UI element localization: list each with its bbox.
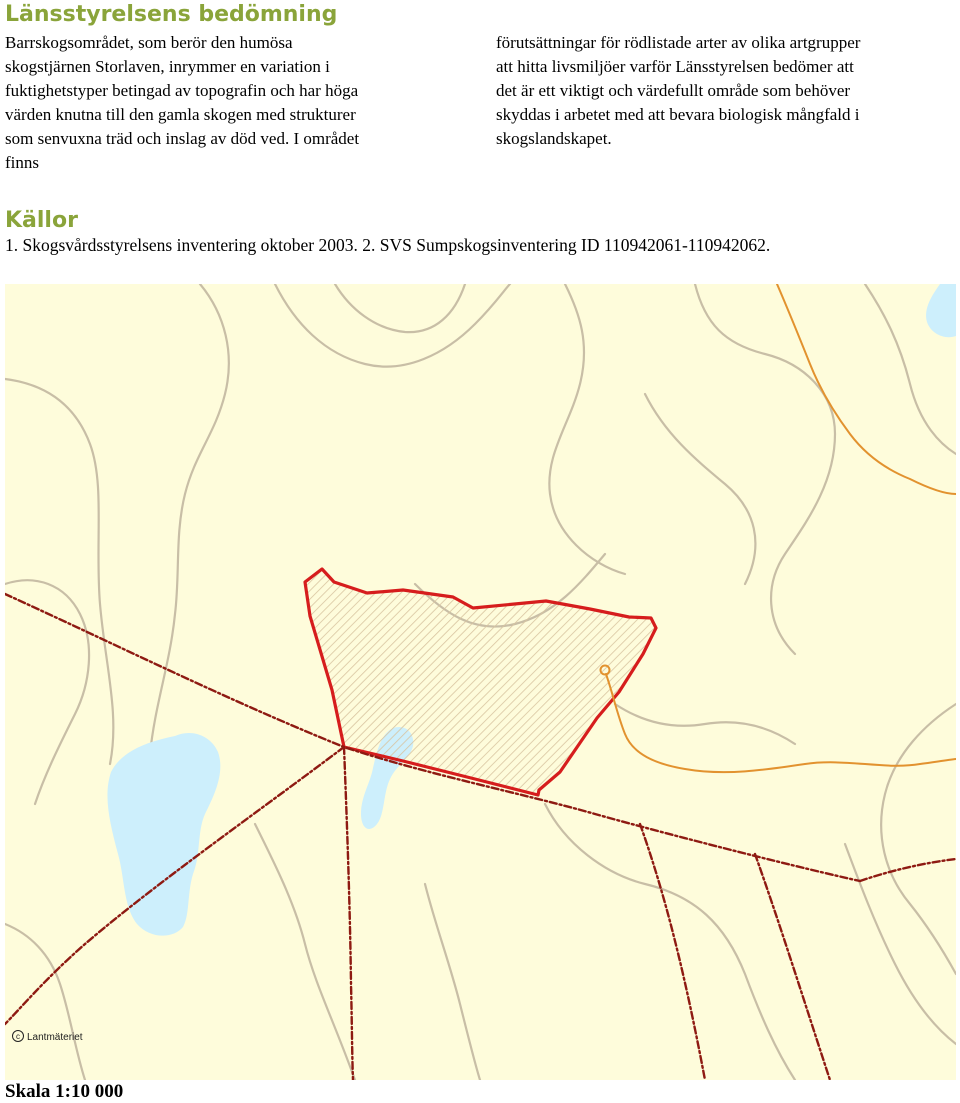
text-line: skyddas i arbetet med att bevara biologisk mångfald i (496, 105, 860, 124)
scale-label: Skala 1:10 000 (5, 1081, 124, 1102)
text-line: skogslandskapet. (496, 129, 612, 148)
sources-heading: Källor (5, 208, 78, 233)
sources-text: 1. Skogsvårdsstyrelsens inventering oktober 2003. 2. SVS Sumpskogsinventering ID 110942061-110942062. (5, 235, 771, 255)
text-line: att hitta livsmiljöer varför Länsstyrelsen bedömer att (496, 57, 854, 76)
text-line: förutsättningar för rödlistade arter av olika artgrupper (496, 33, 861, 52)
text-line: Barrskogsområdet, som berör den humösa (5, 33, 293, 52)
text-line: finns (5, 153, 39, 172)
text-line: det är ett viktigt och värdefullt område som behöver (496, 81, 851, 100)
text-line: värden knutna till den gamla skogen med strukturer (5, 105, 356, 124)
assessment-text-right (496, 31, 956, 151)
area-map[interactable] (5, 284, 956, 1080)
copyright-symbol: c (16, 1032, 20, 1041)
text-line: som senvuxna träd och inslag av död ved. I området (5, 129, 360, 148)
assessment-text-left (5, 31, 455, 175)
text-line: skogstjärnen Storlaven, inrymmer en variation i (5, 57, 330, 76)
copyright-label: Lantmäteriet (27, 1032, 83, 1043)
assessment-heading: Länsstyrelsens bedömning (5, 2, 338, 27)
text-line: fuktighetstyper betingad av topografin och har höga (5, 81, 359, 100)
